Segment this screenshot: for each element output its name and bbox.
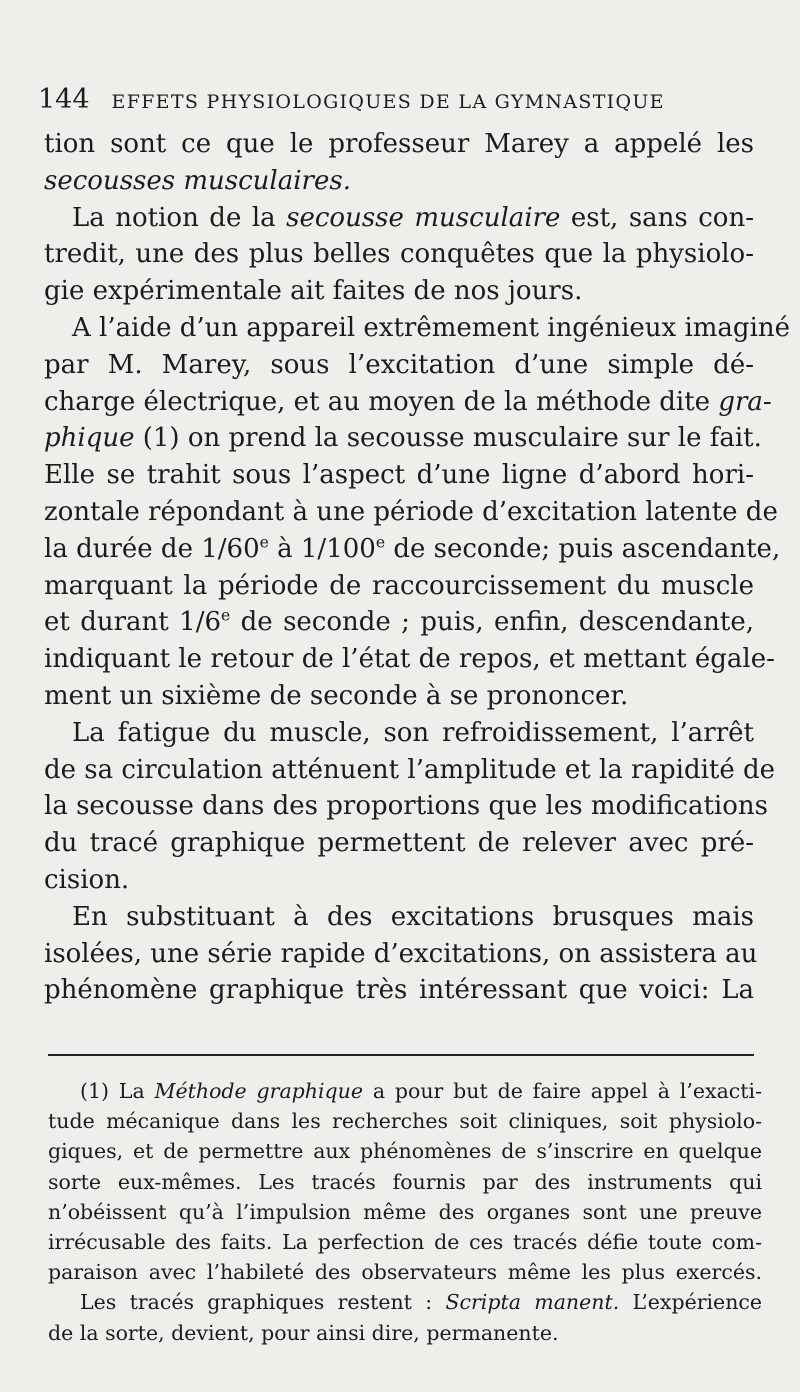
- superscript: e: [221, 606, 231, 625]
- footnote-line: tude mécanique dans les recherches soit cliniques, soit physiolo-: [48, 1109, 762, 1134]
- text-line: phénomène graphique très intéressant que voici: La: [44, 975, 754, 1006]
- italic-term: phique: [44, 423, 135, 454]
- text-line: indiquant le retour de l’état de repos, et mettant égale-: [44, 644, 775, 675]
- text-line: la secousse dans des proportions que les modifications: [44, 791, 768, 822]
- footnote-line: sorte eux-mêmes. Les tracés fournis par des instruments qui: [48, 1169, 762, 1194]
- footnote-line: paraison avec l’habileté des observateurs même les plus exercés.: [48, 1260, 762, 1285]
- text-line: phique (1) on prend la secousse musculaire sur le fait.: [44, 423, 762, 454]
- footnote: [48, 1076, 762, 1348]
- text-line: Elle se trahit sous l’aspect d’une ligne d’abord hori-: [44, 460, 754, 491]
- text-line: gie expérimentale ait faites de nos jours.: [44, 276, 583, 307]
- text-line: zontale répondant à une période d’excitation latente de: [44, 496, 778, 527]
- superscript: e: [259, 533, 269, 552]
- text-line: la durée de 1/60e à 1/100e de seconde; puis ascendante,: [44, 533, 781, 564]
- italic-term: gra-: [718, 386, 772, 417]
- page-number: 144: [38, 84, 90, 115]
- paragraph-start: En substituant à des excitations brusques mais: [72, 901, 754, 932]
- italic-term: Méthode graphique: [154, 1079, 364, 1103]
- footnote-line: (1) La Méthode graphique a pour but de faire appel à l’exacti-: [80, 1079, 762, 1103]
- italic-term: secousses musculaires.: [44, 165, 351, 196]
- italic-term: secousse musculaire: [286, 202, 561, 233]
- footnote-line: n’obéissent qu’à l’impulsion même des organes sont une preuve: [48, 1199, 762, 1224]
- text-line: tion sont ce que le professeur Marey a appelé les: [44, 129, 754, 159]
- italic-term: Scripta manent.: [445, 1290, 620, 1315]
- text-line: du tracé graphique permettent de relever avec pré-: [44, 828, 754, 859]
- paragraph-start: A l’aide d’un appareil extrêmement ingénieux imaginé: [72, 312, 791, 343]
- text-line: charge électrique, et au moyen de la méthode dite gra-: [44, 386, 772, 417]
- body-text: [44, 126, 791, 1009]
- text-line: ment un sixième de seconde à se prononcer.: [44, 680, 629, 711]
- superscript: e: [375, 533, 386, 552]
- text-line: de sa circulation atténuent l’amplitude et la rapidité de: [44, 754, 776, 785]
- paragraph-start: La fatigue du muscle, son refroidissement, l’arrêt: [72, 717, 754, 748]
- footnote-rule: [48, 1054, 754, 1056]
- footnote-line: giques, et de permettre aux phénomènes de s’inscrire en quelque: [48, 1139, 762, 1164]
- text-line: et durant 1/6e de seconde ; puis, enfin, descendante,: [44, 606, 754, 638]
- paragraph-start: La notion de la secousse musculaire est, sans con-: [72, 202, 754, 233]
- text-line: par M. Marey, sous l’excitation d’une simple dé-: [44, 349, 754, 380]
- running-title: EFFETS PHYSIOLOGIQUES DE LA GYMNASTIQUE: [111, 91, 665, 113]
- footnote-line: de la sorte, devient, pour ainsi dire, permanente.: [48, 1320, 559, 1345]
- text-line: cision.: [44, 864, 130, 895]
- text-line: tredit, une des plus belles conquêtes que la physiolo-: [44, 239, 754, 270]
- footnote-line: irrécusable des faits. La perfection de ces tracés défie toute com-: [48, 1229, 762, 1254]
- footnote-line: Les tracés graphiques restent : Scripta manent. L’expérience: [80, 1290, 763, 1315]
- text-line: isolées, une série rapide d’excitations, on assistera au: [44, 938, 758, 969]
- page-header: [38, 80, 758, 120]
- text-line: marquant la période de raccourcissement du muscle: [44, 570, 754, 601]
- text-line: [44, 163, 754, 200]
